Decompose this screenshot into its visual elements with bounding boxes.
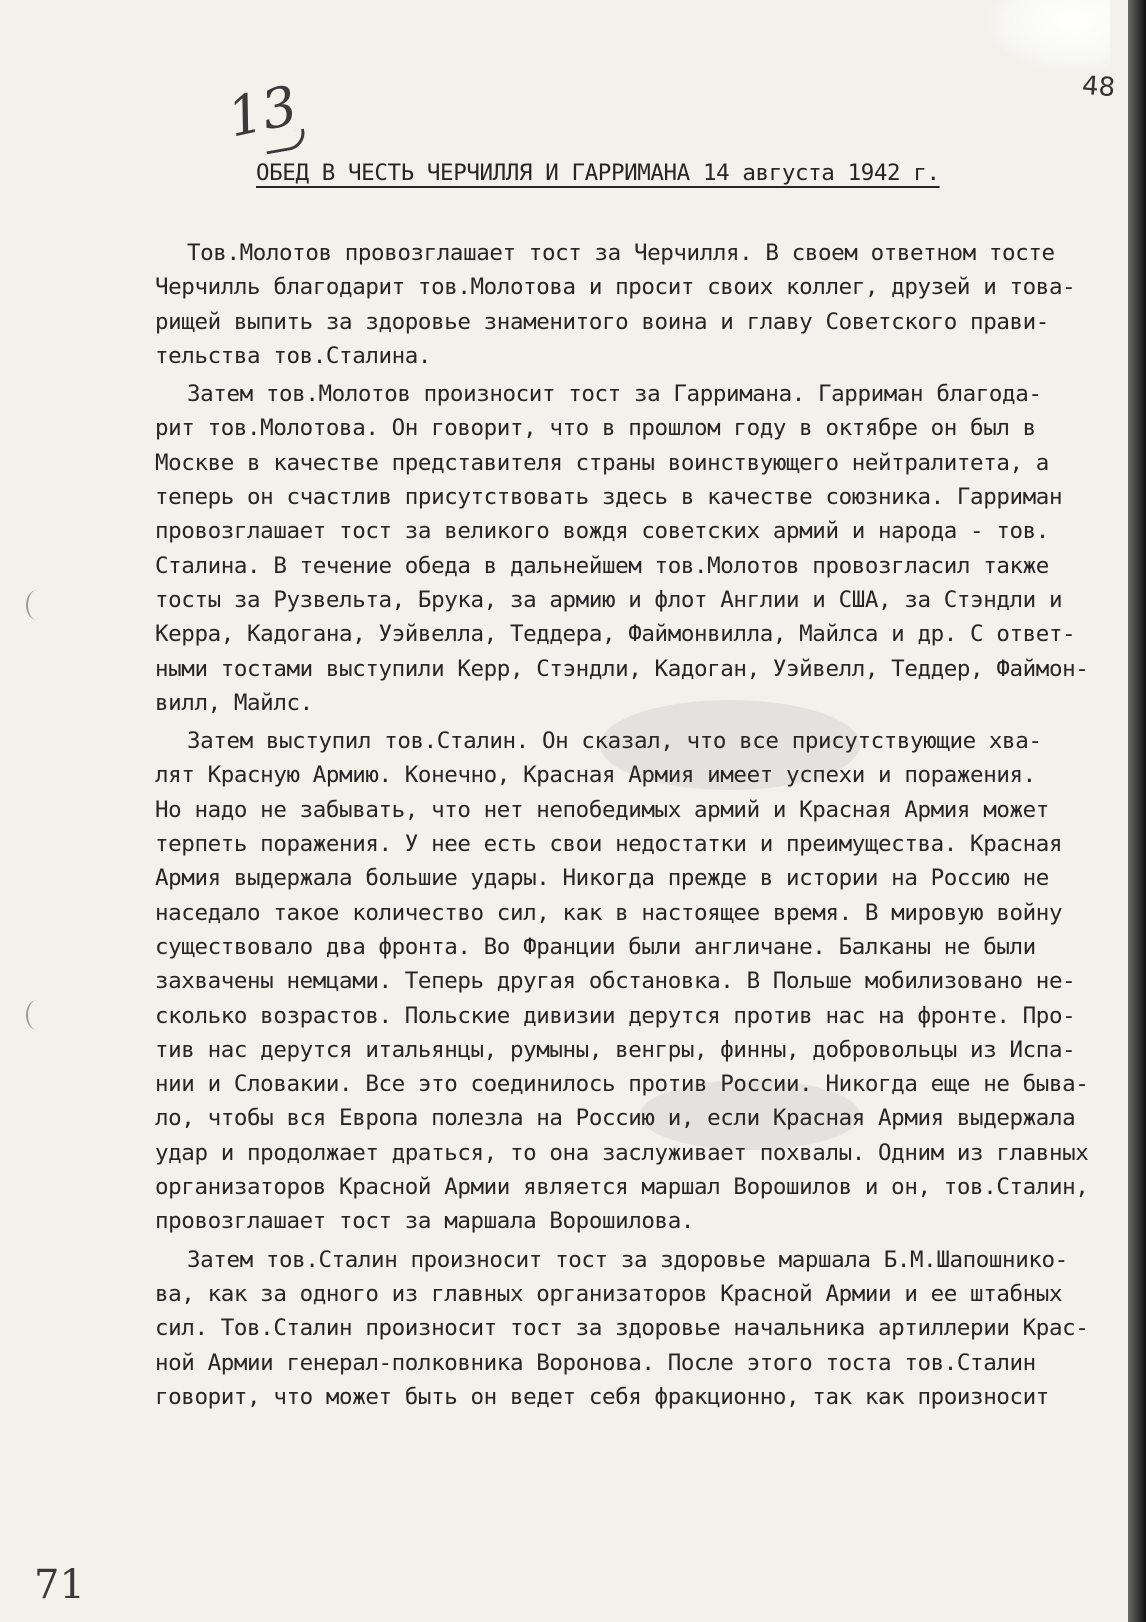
document-title: ОБЕД В ЧЕСТЬ ЧЕРЧИЛЛЯ И ГАРРИМАНА 14 августа 1942 г. (256, 160, 940, 186)
text-line: ва, как за одного из главных организаторов Красной Армии и ее штабных (155, 1280, 1063, 1307)
page-number: 48 (1080, 70, 1117, 104)
text-line: провозглашает тост за маршала Ворошилова. (155, 1208, 694, 1235)
text-line: нии и Словакии. Все это соединилось против России. Никогда еще не быва- (155, 1071, 1089, 1098)
text-line: Черчилль благодарит тов.Молотова и просит своих коллег, друзей и това- (155, 274, 1076, 301)
text-line: сколько возрастов. Польские дивизии дерутся против нас на фронте. Про- (155, 1002, 1076, 1029)
text-line: удар и продолжает драться, то она заслуживает похвалы. Одним из главных (155, 1139, 1089, 1166)
text-line: тив нас дерутся итальянцы, румыны, венгры, финны, добровольцы из Испа- (155, 1036, 1076, 1063)
text-line: существовало два фронта. Во Франции были англичане. Балканы не были (155, 933, 1036, 960)
text-line: Затем выступил тов.Сталин. Он сказал, что все присутствующие хва- (187, 728, 1042, 755)
text-line: Сталина. В течение обеда в дальнейшем тов.Молотов провозгласил также (155, 552, 1049, 579)
text-line: говорит, что может быть он ведет себя фракционно, так как произносит (155, 1383, 1049, 1410)
text-line: Затем тов.Молотов произносит тост за Гарримана. Гарриман благода- (187, 381, 1042, 408)
text-line: Тов.Молотов провозглашает тост за Черчилля. В своем ответном тосте (187, 240, 1055, 266)
document-body (155, 236, 1115, 1414)
text-line: теперь он счастлив присутствовать здесь в качестве союзника. Гарриман (155, 484, 1063, 511)
paper-tear (990, 0, 1110, 70)
paragraph (155, 236, 1115, 373)
text-line: Но надо не забывать, что нет непобедимых армий и Красная Армия может (155, 796, 1049, 823)
text-line: наседало такое количество сил, как в настоящее время. В мировую войну (155, 899, 1063, 926)
text-line: организаторов Красной Армии является маршал Ворошилов и он, тов.Сталин, (155, 1174, 1089, 1201)
text-line: тельства тов.Сталина. (155, 342, 432, 369)
punch-hole (26, 1000, 48, 1030)
handwritten-bottom-mark: 71 (34, 1562, 85, 1608)
text-line: захвачены немцами. Теперь другая обстановка. В Польше мобилизовано не- (155, 968, 1076, 995)
text-line: тосты за Рузвельта, Брука, за армию и флот Англии и США, за Стэндли и (155, 586, 1063, 613)
paragraph (155, 724, 1115, 1238)
scan-edge-shadow (1128, 0, 1146, 1622)
text-line: рищей выпить за здоровье знаменитого воина и главу Советского прави- (155, 308, 1049, 335)
text-line: Керра, Кадогана, Уэйвелла, Теддера, Файмонвилла, Майлса и др. С ответ- (155, 621, 1076, 648)
text-line: вилл, Майлс. (155, 689, 313, 716)
text-line: сил. Тов.Сталин произносит тост за здоровье начальника артиллерии Крас- (155, 1315, 1089, 1342)
paragraph (155, 377, 1115, 720)
paragraph (155, 1243, 1115, 1414)
text-line: ными тостами выступили Керр, Стэндли, Кадоган, Уэйвелл, Теддер, Файмон- (155, 655, 1089, 682)
handwritten-folio-number: 13 (222, 73, 303, 150)
text-line: Москве в качестве представителя страны воинствующего нейтралитета, а (155, 449, 1049, 476)
text-line: Армия выдержала большие удары. Никогда прежде в истории на Россию не (155, 865, 1049, 892)
text-line: ло, чтобы вся Европа полезла на Россию и, если Красная Армия выдержала (155, 1105, 1076, 1132)
text-line: лят Красную Армию. Конечно, Красная Армия имеет успехи и поражения. (155, 762, 1036, 789)
text-line: Затем тов.Сталин произносит тост за здоровье маршала Б.М.Шапошнико- (187, 1246, 1068, 1273)
punch-hole (26, 590, 48, 620)
text-line: ной Армии генерал-полковника Воронова. После этого тоста тов.Сталин (155, 1349, 1036, 1376)
text-line: провозглашает тост за великого вождя советских армий и народа - тов. (155, 518, 1049, 545)
text-line: рит тов.Молотова. Он говорит, что в прошлом году в октябре он был в (155, 415, 1036, 442)
text-line: терпеть поражения. У нее есть свои недостатки и преимущества. Красная (155, 831, 1063, 858)
